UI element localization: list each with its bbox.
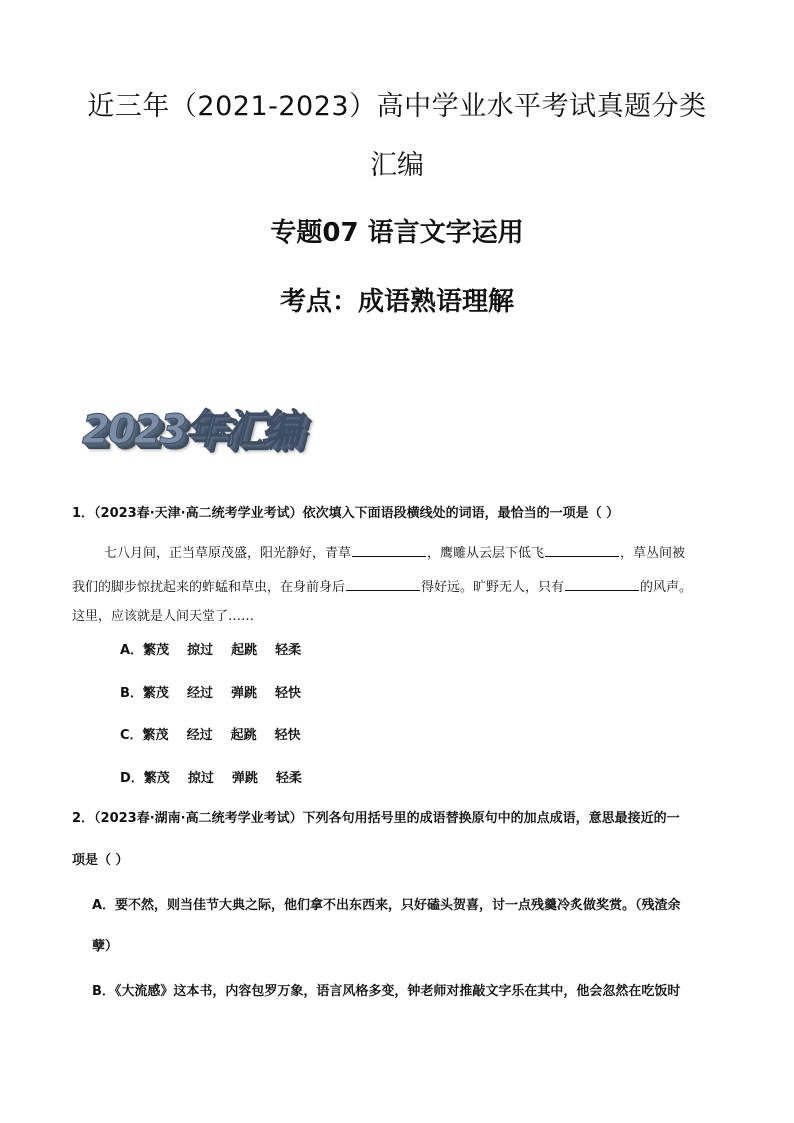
option-word: 经过 [186,686,213,701]
question-1-passage-line-3: 这里，应该就是人间天堂了…… [72,609,255,624]
fill-blank-3 [346,577,420,591]
question-1-option-a [120,642,319,660]
option-label: D． [120,771,144,786]
fill-blank-4 [565,577,639,591]
option-word: 起跳 [230,728,257,743]
question-1-passage-line-1 [104,543,764,563]
question-2-option-a-continued: 孽） [92,939,119,954]
question-1-stem: 1．（2023春·天津·高二统考学业考试）依次填入下面语段横线处的词语，最恰当的一项是（ ） [72,506,620,521]
option-word: 轻快 [274,686,301,701]
option-word: 弹跳 [231,771,258,786]
option-word: 繁茂 [143,643,170,658]
question-1-option-d [120,770,320,788]
passage-text: 七八月间，正当草原茂盛，阳光静好，青草 [104,546,352,561]
option-label: B． [120,686,143,701]
option-word: 经过 [186,728,213,743]
option-word: 轻柔 [275,643,302,658]
question-1-option-b [120,685,319,703]
option-word: 轻柔 [275,771,302,786]
option-word: 繁茂 [142,728,169,743]
year-section-banner: 2023年汇编 [82,407,300,453]
question-2-option-b: B．《大流感》这本书，内容包罗万象，语言风格多变，钟老师对推敲文字乐在其中，他会忽然在吃饭时 [92,984,681,999]
option-word: 起跳 [231,643,258,658]
passage-text: ，鹰雕从云层下低飞 [427,546,545,561]
option-label: A． [120,643,144,658]
point-heading: 考点：成语熟语理解 [279,287,514,317]
option-word: 弹跳 [230,686,257,701]
passage-text: 我们的脚步惊扰起来的蚱蜢和草虫，在身前身后 [72,580,346,595]
question-2-stem-continued: 项是（ ） [72,853,129,868]
option-label: C． [120,728,143,743]
question-2-stem: 2．（2023春·湖南·高二统考学业考试）下列各句用括号里的成语替换原句中的加点成语，意思最接近的一 [72,811,680,826]
option-word: 繁茂 [143,771,170,786]
topic-heading: 专题07 语言文字运用 [270,218,524,248]
document-title-line-2: 汇编 [370,150,424,181]
question-1-option-c [120,727,319,745]
option-word: 掠过 [187,643,214,658]
document-title-line-1: 近三年（2021-2023）高中学业水平考试真题分类 [87,91,707,122]
fill-blank-1 [352,543,426,557]
option-word: 繁茂 [142,686,169,701]
question-1-passage-line-2 [72,577,732,597]
option-word: 轻快 [274,728,301,743]
passage-text: ，草丛间被 [620,546,686,561]
option-word: 掠过 [187,771,214,786]
question-2-option-a: A．要不然，则当佳节大典之际，他们拿不出东西来，只好磕头贺喜，讨一点残羹冷炙做奖赏。（残渣余 [92,898,681,913]
passage-text: 得好远。旷野无人，只有 [421,580,565,595]
passage-text: 的风声。 [640,580,693,595]
fill-blank-2 [545,543,619,557]
